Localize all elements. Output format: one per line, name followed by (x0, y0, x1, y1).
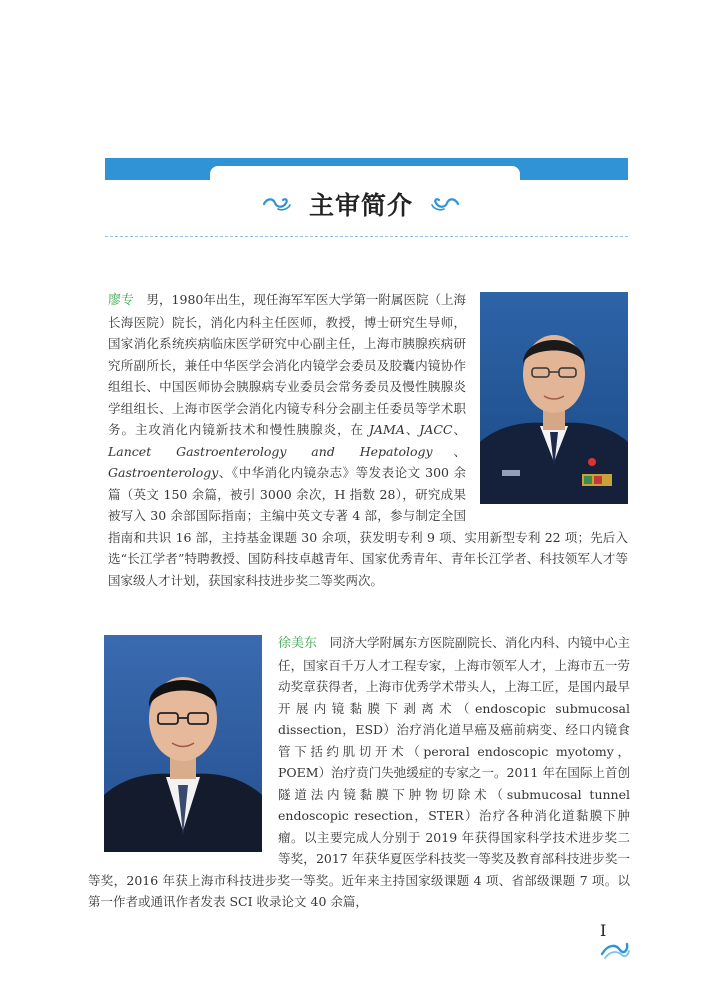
portrait-photo-icon (104, 635, 262, 852)
portrait-photo-liao-zhuan (480, 292, 628, 504)
section-header (0, 186, 722, 222)
portrait-photo-icon (480, 292, 628, 504)
bio-xu-meidong: 徐美东 同济大学附属东方医院副院长、消化内科、内镜中心主任，国家百千万人才工程专家，上海市领军人才，上海市五一劳动奖章获得者，上海市优秀学术带头人，上海工匠，是国内最早开展内镜黏膜下剥离术（endoscopic submucosal dissection，ESD）治疗消化道早癌及癌前病变、经口内镜食管下括约肌切开术（peroral endoscopic myotomy，POEM）治疗贲门失弛缓症的专家之一。2011 年在国际上首创隧道法内镜黏膜下肿物切除术（submucosal tunnel endoscopic resection，STER）治疗各种消化道黏膜下肿瘤。以主要完成人分别于 2019 年获得国家科学技术进步奖二等奖，2017 年获华夏医学科技奖一等奖及教育部科技进步奖一等奖，2016 年获上海市科技进步奖一等奖。近年来主持国家级课题 4 项、省部级课题 7 项。以第一作者或通讯作者发表 SCI 收录论文 40 余篇， (88, 635, 630, 909)
bio-name-liao-zhuan: 廖专 (108, 293, 135, 308)
dashed-divider (105, 236, 628, 237)
bio-name-xu-meidong: 徐美东 (278, 636, 318, 651)
wave-corner-icon (600, 934, 630, 960)
swirl-ornament-right-icon (430, 196, 460, 212)
portrait-photo-xu-meidong (104, 635, 262, 852)
page-title: 主审简介 (308, 191, 413, 220)
swirl-ornament-left-icon (262, 196, 292, 212)
bio-liao-zhuan: 廖专 男，1980年出生，现任海军军医大学第一附属医院（上海长海医院）院长，消化内科主任医师，教授，博士研究生导师，国家消化系统疾病临床医学研究中心副主任，上海市胰腺疾病研究所副所长，兼任中华医学会消化内镜学会委员及胶囊内镜协作组组长、中国医师协会胰腺病专业委员会常务委员及慢性胰腺炎学组组长、上海市医学会消化内镜专科分会副主任委员等学术职务。主攻消化内镜新技术和慢性胰腺炎，在 JAMA、JACC、Lancet Gastroenterology and Hepatology、Gastroenterology、《中华消化内镜杂志》等发表论文 300 余篇（英文 150 余篇，被引 3000 余次，H 指数 28），研究成果被写入 30 余部国际指南；主编中英文专著 4 部，参与制定全国指南和共识 16 部，主持基金课题 30 余项，获发明专利 9 项、实用新型专利 22 项；先后入选“长江学者”特聘教授、国防科技卓越青年、国家优秀青年、青年长江学者、科技领军人才等国家级人才计划，获国家科技进步奖二等奖两次。 (108, 292, 628, 588)
page-number: I (600, 921, 607, 940)
